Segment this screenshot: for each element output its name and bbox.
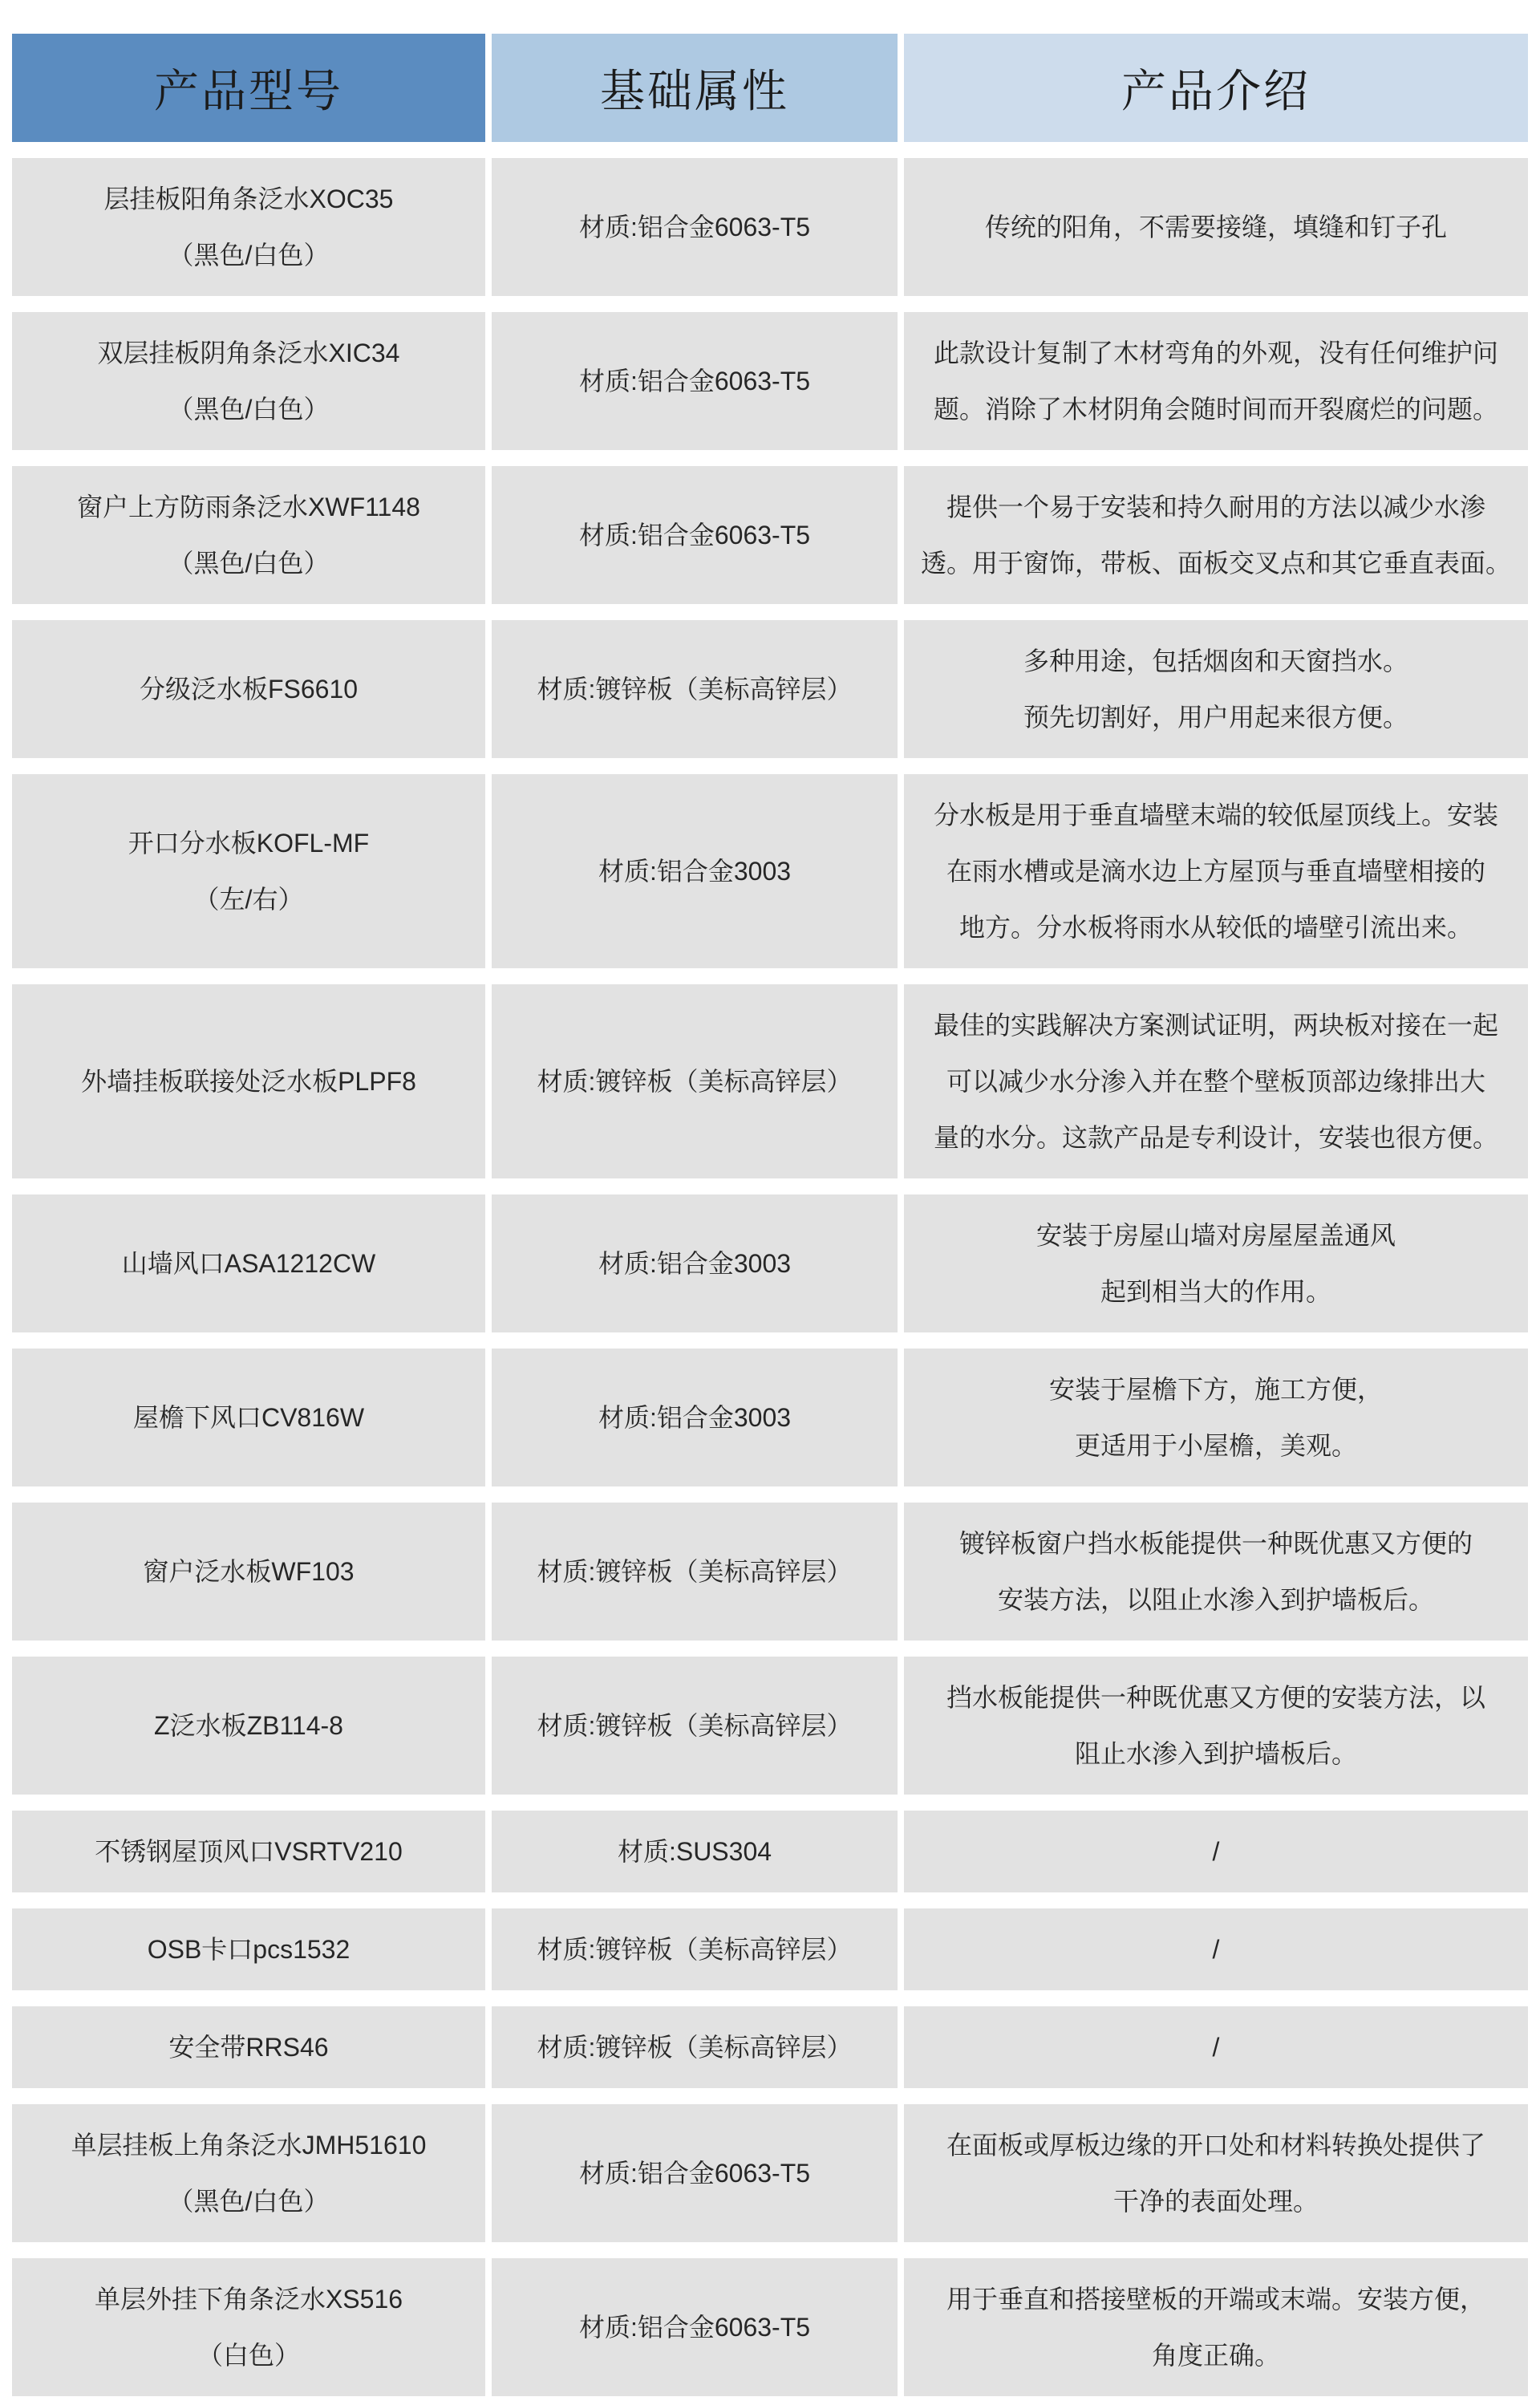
table-row [12, 1349, 1528, 1486]
basic-attribute-line: 材质:铝合金3003 [598, 1403, 792, 1432]
basic-attribute-line: 材质:镀锌板（美标高锌层） [537, 1711, 853, 1740]
product-intro-line: 更适用于小屋檐，美观。 [1074, 1431, 1357, 1460]
product-intro-cell [904, 466, 1528, 604]
basic-attribute-line: 材质:镀锌板（美标高锌层） [537, 2033, 853, 2062]
basic-attribute-line: 材质:铝合金6063-T5 [578, 521, 811, 550]
basic-attribute-cell [492, 1811, 898, 1892]
basic-attribute-line: 材质:铝合金6063-T5 [578, 367, 811, 395]
product-model-cell [12, 312, 485, 450]
product-intro-line: 可以减少水分渗入并在整个壁板顶部边缘排出大 [946, 1067, 1485, 1096]
basic-attribute-line: 材质:铝合金3003 [598, 857, 792, 886]
product-model-line: （黑色/白色） [168, 2187, 330, 2216]
product-intro-line: 分水板是用于垂直墙壁末端的较低屋顶线上。安装 [933, 801, 1498, 829]
product-model-line: （白色） [197, 2341, 300, 2370]
basic-attribute-cell [492, 774, 898, 968]
table-row [12, 1194, 1528, 1332]
header-product-intro-label: 产品介绍 [1121, 65, 1311, 116]
product-model-line: （黑色/白色） [168, 549, 330, 578]
table-row [12, 1657, 1528, 1795]
basic-attribute-cell [492, 620, 898, 758]
product-intro-line: 镀锌板窗户挡水板能提供一种既优惠又方便的 [958, 1529, 1473, 1558]
table-row [12, 2258, 1528, 2396]
product-intro-line: 安装于屋檐下方，施工方便， [1048, 1375, 1383, 1404]
table-header-row [12, 34, 1528, 142]
product-intro-cell [904, 312, 1528, 450]
basic-attribute-line: 材质:铝合金6063-T5 [578, 213, 811, 241]
basic-attribute-cell [492, 1503, 898, 1641]
product-intro-cell [904, 620, 1528, 758]
basic-attribute-cell [492, 1657, 898, 1795]
product-intro-line: 在雨水槽或是滴水边上方屋顶与垂直墙壁相接的 [946, 857, 1485, 886]
product-model-cell [12, 2006, 485, 2088]
product-intro-cell [904, 2104, 1528, 2242]
basic-attribute-cell [492, 2104, 898, 2242]
product-intro-cell [904, 1811, 1528, 1892]
product-model-cell [12, 158, 485, 296]
product-model-line: （黑色/白色） [168, 241, 330, 270]
product-intro-cell [904, 774, 1528, 968]
header-basic-attributes [492, 34, 898, 142]
product-model-line: 外墙挂板联接处泛水板PLPF8 [81, 1067, 416, 1096]
product-model-line: （黑色/白色） [168, 395, 330, 424]
product-model-line: 不锈钢屋顶风口VSRTV210 [95, 1837, 403, 1866]
basic-attribute-line: 材质:镀锌板（美标高锌层） [537, 1067, 853, 1096]
product-model-cell [12, 1349, 485, 1486]
basic-attribute-cell [492, 1194, 898, 1332]
basic-attribute-cell [492, 2006, 898, 2088]
product-model-line: （左/右） [193, 885, 304, 914]
product-intro-line: 地方。分水板将雨水从较低的墙壁引流出来。 [958, 913, 1473, 942]
product-intro-line: 干净的表面处理。 [1112, 2187, 1319, 2216]
header-product-model [12, 34, 485, 142]
product-model-line: 屋檐下风口CV816W [132, 1403, 365, 1432]
product-model-cell [12, 774, 485, 968]
product-intro-cell [904, 2258, 1528, 2396]
product-intro-line: 题。消除了木材阴角会随时间而开裂腐烂的问题。 [933, 395, 1498, 424]
basic-attribute-cell [492, 312, 898, 450]
header-basic-attributes-label: 基础属性 [600, 65, 789, 116]
product-intro-cell [904, 1908, 1528, 1990]
basic-attribute-line: 材质:铝合金6063-T5 [578, 2313, 811, 2342]
basic-attribute-cell [492, 158, 898, 296]
product-intro-line: 起到相当大的作用。 [1100, 1277, 1331, 1306]
basic-attribute-cell [492, 1908, 898, 1990]
product-model-line: 窗户上方防雨条泛水XWF1148 [77, 493, 420, 521]
table-row [12, 1908, 1528, 1990]
table-row [12, 1811, 1528, 1892]
table-row [12, 774, 1528, 968]
basic-attribute-line: 材质:镀锌板（美标高锌层） [537, 1935, 853, 1964]
product-intro-line: 阻止水渗入到护墙板后。 [1074, 1739, 1357, 1768]
product-intro-cell [904, 2006, 1528, 2088]
product-intro-line: 量的水分。这款产品是专利设计，安装也很方便。 [933, 1123, 1498, 1152]
product-model-line: 分级泛水板FS6610 [139, 675, 359, 704]
table-row [12, 158, 1528, 296]
product-model-line: 单层外挂下角条泛水XS516 [94, 2285, 403, 2314]
product-model-line: 单层挂板上角条泛水JMH51610 [71, 2131, 427, 2160]
product-model-cell [12, 1503, 485, 1641]
product-model-cell [12, 1657, 485, 1795]
product-intro-line: 安装方法，以阻止水渗入到护墙板后。 [997, 1585, 1434, 1614]
product-intro-line: 挡水板能提供一种既优惠又方便的安装方法，以 [946, 1683, 1485, 1712]
table-row [12, 1503, 1528, 1641]
product-model-cell [12, 1811, 485, 1892]
table-row [12, 312, 1528, 450]
product-model-line: Z泛水板ZB114-8 [154, 1711, 343, 1740]
product-intro-line: 最佳的实践解决方案测试证明，两块板对接在一起 [933, 1011, 1498, 1040]
product-model-line: 开口分水板KOFL-MF [128, 829, 370, 858]
basic-attribute-line: 材质:铝合金6063-T5 [578, 2159, 811, 2188]
product-intro-line: 透。用于窗饰，带板、面板交叉点和其它垂直表面。 [920, 549, 1511, 578]
product-model-cell [12, 2258, 485, 2396]
basic-attribute-line: 材质:SUS304 [617, 1837, 772, 1866]
product-intro-cell [904, 1349, 1528, 1486]
table-row [12, 984, 1528, 1178]
product-intro-line: / [1212, 2033, 1220, 2062]
header-product-intro [904, 34, 1528, 142]
product-model-cell [12, 620, 485, 758]
product-model-cell [12, 1908, 485, 1990]
basic-attribute-cell [492, 1349, 898, 1486]
table-row [12, 2104, 1528, 2242]
product-model-line: OSB卡口pcs1532 [147, 1935, 351, 1964]
product-intro-line: 传统的阳角，不需要接缝，填缝和钉子孔 [984, 213, 1447, 241]
product-intro-line: 多种用途，包括烟囱和天窗挡水。 [1023, 647, 1408, 675]
product-intro-line: 用于垂直和搭接壁板的开端或末端。安装方便， [946, 2285, 1485, 2314]
product-intro-line: 在面板或厚板边缘的开口处和材料转换处提供了 [946, 2131, 1485, 2160]
table-row [12, 466, 1528, 604]
product-model-line: 安全带RRS46 [168, 2033, 329, 2062]
product-intro-line: 预先切割好，用户用起来很方便。 [1023, 703, 1408, 732]
product-intro-cell [904, 1657, 1528, 1795]
product-intro-cell [904, 1194, 1528, 1332]
product-intro-cell [904, 984, 1528, 1178]
table-row [12, 620, 1528, 758]
product-model-cell [12, 984, 485, 1178]
product-intro-line: 角度正确。 [1151, 2341, 1280, 2370]
product-model-line: 山墙风口ASA1212CW [121, 1249, 376, 1278]
product-intro-line: 提供一个易于安装和持久耐用的方法以减少水渗 [946, 493, 1485, 521]
basic-attribute-line: 材质:铝合金3003 [598, 1249, 792, 1278]
product-model-line: 双层挂板阴角条泛水XIC34 [97, 339, 400, 367]
basic-attribute-line: 材质:镀锌板（美标高锌层） [537, 675, 853, 704]
product-intro-cell [904, 158, 1528, 296]
product-intro-line: / [1212, 1935, 1220, 1964]
header-product-model-label: 产品型号 [154, 65, 343, 116]
product-intro-cell [904, 1503, 1528, 1641]
product-model-cell [12, 1194, 485, 1332]
table-row [12, 2006, 1528, 2088]
product-intro-line: / [1212, 1837, 1220, 1866]
product-intro-line: 安装于房屋山墙对房屋屋盖通风 [1035, 1221, 1396, 1250]
product-intro-line: 此款设计复制了木材弯角的外观，没有任何维护问 [933, 339, 1498, 367]
basic-attribute-line: 材质:镀锌板（美标高锌层） [537, 1557, 853, 1586]
product-model-line: 窗户泛水板WF103 [143, 1557, 355, 1586]
basic-attribute-cell [492, 466, 898, 604]
product-model-line: 层挂板阳角条泛水XOC35 [103, 185, 394, 213]
product-model-cell [12, 2104, 485, 2242]
basic-attribute-cell [492, 984, 898, 1178]
product-model-cell [12, 466, 485, 604]
basic-attribute-cell [492, 2258, 898, 2396]
